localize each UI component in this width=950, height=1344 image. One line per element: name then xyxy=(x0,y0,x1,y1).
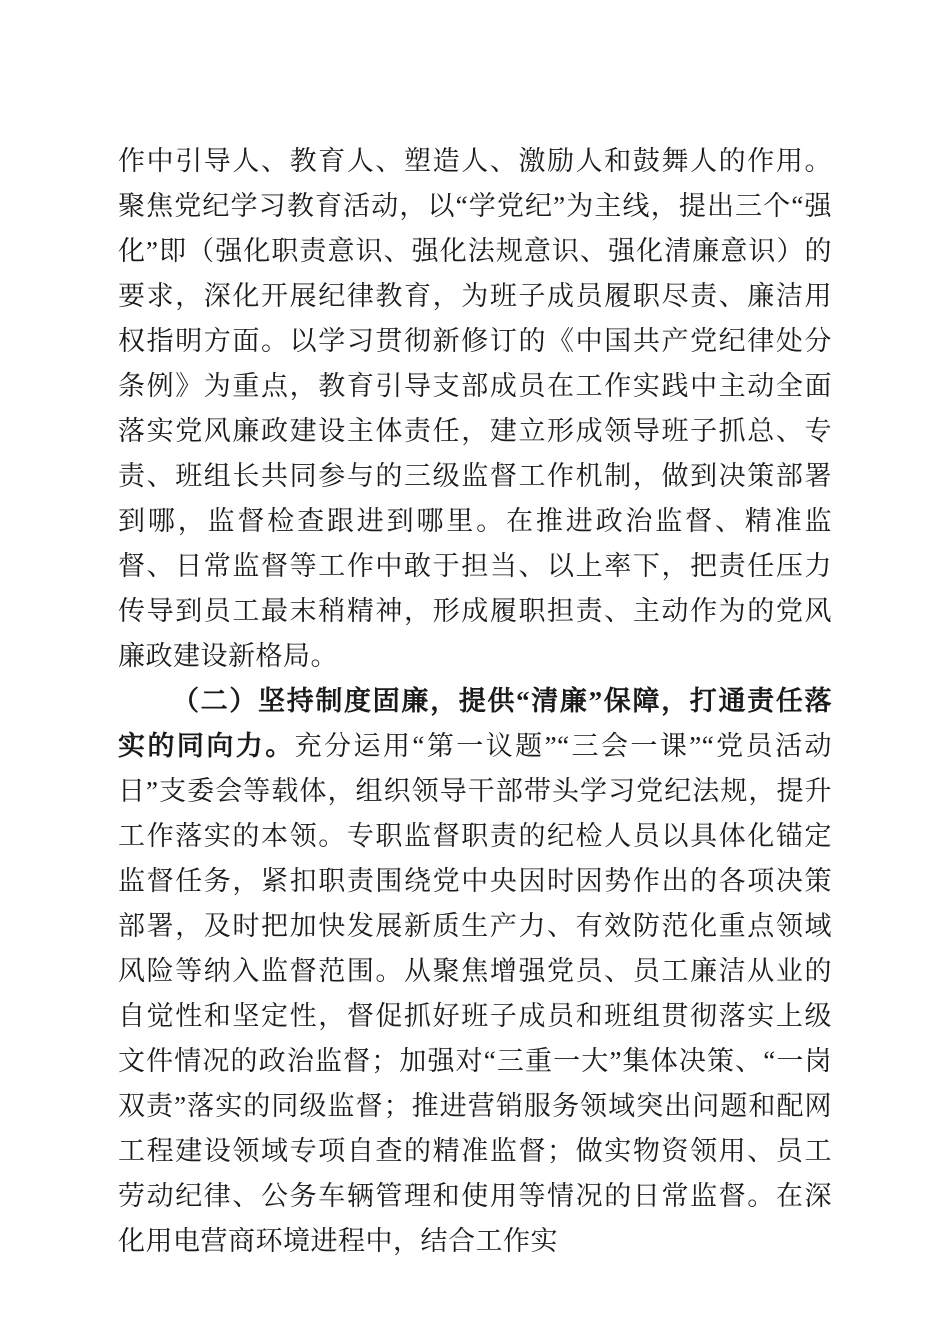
paragraph-continuation xyxy=(118,139,832,679)
paragraph-continuation-text: 作中引导人、教育人、塑造人、激励人和鼓舞人的作用。聚焦党纪学习教育活动，以“学党纪”为主线，提出三个“强化”即（强化职责意识、强化法规意识、强化清廉意识）的要求，深化开展纪律教育，为班子成员履职尽责、廉洁用权指明方面。以学习贯彻新修订的《中国共产党纪律处分条例》为重点，教育引导支部成员在工作实践中主动全面落实党风廉政建设主体责任，建立形成领导班子抓总、专责、班组长共同参与的三级监督工作机制，做到决策部署到哪，监督检查跟进到哪里。在推进政治监督、精准监督、日常监督等工作中敢于担当、以上率下，把责任压力传导到员工最末稍精神，形成履职担责、主动作为的党风廉政建设新格局。 xyxy=(118,146,832,671)
section-two-heading-text: （二）坚持制度固廉，提供“清廉”保障，打通责任落实的同向力。 xyxy=(118,686,832,761)
section-two-body-text: 充分运用“第一议题”“三会一课”“党员活动日”支委会等载体，组织领导干部带头学习党纪法规，提升工作落实的本领。专职监督职责的纪检人员以具体化锚定监督任务，紧扣职责围绕党中央因时因势作出的各项决策部署，及时把加快发展新质生产力、有效防范化重点领域风险等纳入监督范围。从聚焦增强党员、员工廉洁从业的自觉性和坚定性，督促抓好班子成员和班组贯彻落实上级文件情况的政治监督；加强对“三重一大”集体决策、“一岗双责”落实的同级监督；推进营销服务领域突出问题和配网工程建设领域专项自查的精准监督；做实物资领用、员工劳动纪律、公务车辆管理和使用等情况的日常监督。在深化用电营商环境进程中，结合工作实 xyxy=(118,731,833,1256)
paragraph-section-two xyxy=(118,679,832,1264)
